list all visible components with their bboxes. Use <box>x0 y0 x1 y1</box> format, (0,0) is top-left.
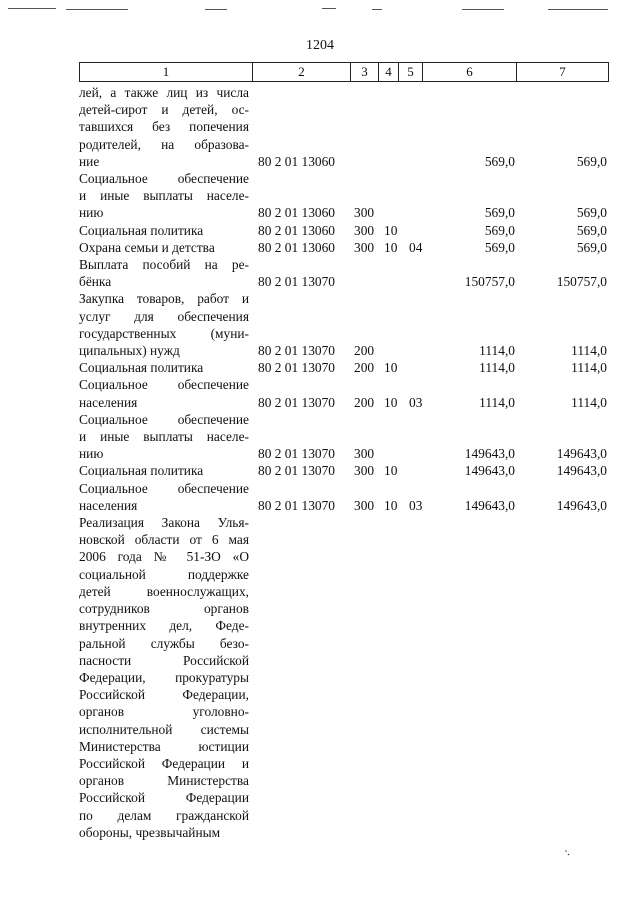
row-col-7: 569,0 <box>576 153 607 169</box>
row-col-6: 1114,0 <box>479 360 515 376</box>
row-col-6: 149643,0 <box>464 463 515 479</box>
row-col-7: 1114,0 <box>571 343 607 359</box>
row-col-3: 300 <box>354 205 375 221</box>
table-row <box>79 170 609 222</box>
row-name-line: органов уголовно- <box>79 704 249 720</box>
table-row <box>79 480 609 514</box>
row-col-3: 200 <box>354 394 375 410</box>
row-col-7: 1114,0 <box>571 394 607 410</box>
row-name-line: пасности Российской <box>79 652 249 668</box>
row-name-line: Закупка товаров, работ и <box>79 291 249 307</box>
row-code: 80 2 01 13060 <box>258 222 335 238</box>
row-name-line: государственных (муни- <box>79 325 249 341</box>
table-row <box>79 84 609 170</box>
row-name-line: внутренних дел, Феде- <box>79 618 249 634</box>
row-name-line: услуг для обеспечения <box>79 308 249 324</box>
table-row <box>79 376 609 410</box>
row-name-line: Социальное обеспечение <box>79 480 249 496</box>
row-name-line: нию <box>79 205 104 221</box>
header-col-3: 3 <box>350 63 378 81</box>
scan-artifacts <box>0 6 640 12</box>
table-row <box>79 411 609 463</box>
row-name <box>79 256 249 290</box>
row-name <box>79 514 249 841</box>
header-col-1: 1 <box>162 64 170 79</box>
row-col-7: 569,0 <box>576 222 607 238</box>
row-col-4: 10 <box>384 463 398 479</box>
row-name-line: и иные выплаты населе- <box>79 188 249 204</box>
table-row <box>79 222 609 239</box>
page-number: 1204 <box>306 38 334 53</box>
row-name <box>79 290 249 359</box>
row-name-line: тавшихся без попечения <box>79 119 249 135</box>
row-name-line: 2006 года № 51-ЗО «О <box>79 549 249 565</box>
row-name-line: Социальное обеспечение <box>79 377 249 393</box>
row-col-6: 1114,0 <box>479 343 515 359</box>
table-row <box>79 514 609 841</box>
row-col-7: 149643,0 <box>556 463 607 479</box>
table-row <box>79 462 609 479</box>
row-name-line: Реализация Закона Улья- <box>79 515 249 531</box>
row-name-line: Российской Федерации, <box>79 687 249 703</box>
header-col-7: 7 <box>516 63 608 81</box>
row-name <box>79 359 249 376</box>
row-name-line: Федерации, прокуратуры <box>79 669 249 685</box>
row-name-line: Российской Федерации <box>79 790 249 806</box>
row-col-4: 10 <box>384 497 398 513</box>
row-col-6: 569,0 <box>484 205 515 221</box>
row-name-line: Социальная политика <box>79 463 204 479</box>
row-code: 80 2 01 13060 <box>258 153 335 169</box>
row-col-4: 10 <box>384 394 398 410</box>
row-col-6: 569,0 <box>484 222 515 238</box>
row-name-line: Российской Федерации и <box>79 755 249 771</box>
row-col-7: 569,0 <box>576 239 607 255</box>
row-name-line: лей, а также лиц из числа <box>79 85 249 100</box>
row-code: 80 2 01 13070 <box>258 274 335 290</box>
header-col-5: 5 <box>398 63 422 81</box>
row-col-6: 569,0 <box>484 153 515 169</box>
row-name <box>79 411 249 463</box>
row-col-6: 149643,0 <box>464 497 515 513</box>
row-name-line: Социальное обеспечение <box>79 171 249 187</box>
row-col-5: 04 <box>409 239 423 255</box>
row-col-3: 300 <box>354 463 375 479</box>
row-col-3: 300 <box>354 446 375 462</box>
row-col-7: 150757,0 <box>556 274 607 290</box>
row-col-7: 149643,0 <box>556 446 607 462</box>
row-name-line: детей военнослужащих, <box>79 583 249 599</box>
row-name <box>79 84 249 170</box>
header-col-4: 4 <box>378 63 398 81</box>
row-col-7: 1114,0 <box>571 360 607 376</box>
table-row <box>79 239 609 256</box>
row-code: 80 2 01 13070 <box>258 394 335 410</box>
row-name-line: Социальная политика <box>79 222 204 238</box>
row-name-line: Социальное обеспечение <box>79 411 249 427</box>
row-col-3: 300 <box>354 222 375 238</box>
row-name-line: и иные выплаты населе- <box>79 429 249 445</box>
row-col-3: 200 <box>354 360 375 376</box>
row-name <box>79 480 249 514</box>
row-col-5: 03 <box>409 497 423 513</box>
row-code: 80 2 01 13070 <box>258 343 335 359</box>
row-col-4: 10 <box>384 239 398 255</box>
table-row <box>79 290 609 359</box>
row-name-line: ципальных) нужд <box>79 343 180 359</box>
row-col-7: 569,0 <box>576 205 607 221</box>
row-name-line: родителей, на образова- <box>79 136 249 152</box>
table-body <box>79 84 609 841</box>
row-col-4: 10 <box>384 222 398 238</box>
row-name <box>79 239 249 256</box>
row-code: 80 2 01 13070 <box>258 360 335 376</box>
row-name <box>79 170 249 222</box>
row-name-line: Министерства юстиции <box>79 738 249 754</box>
row-name-line: бёнка <box>79 274 112 290</box>
header-col-2: 2 <box>252 63 350 81</box>
row-code: 80 2 01 13070 <box>258 446 335 462</box>
row-name-line: детей-сирот и детей, ос- <box>79 102 249 118</box>
row-code: 80 2 01 13060 <box>258 205 335 221</box>
row-name-line: социальной поддержке <box>79 566 249 582</box>
row-name-line: населения <box>79 394 138 410</box>
row-col-6: 149643,0 <box>464 446 515 462</box>
table-header <box>79 62 609 82</box>
row-name-line: нию <box>79 446 104 462</box>
scan-speck <box>565 850 570 856</box>
row-name-line: населения <box>79 497 138 513</box>
row-col-5: 03 <box>409 394 423 410</box>
row-col-6: 150757,0 <box>464 274 515 290</box>
row-col-3: 200 <box>354 343 375 359</box>
row-col-6: 1114,0 <box>479 394 515 410</box>
row-name-line: сотрудников органов <box>79 601 249 617</box>
row-name <box>79 376 249 410</box>
row-name <box>79 462 249 479</box>
row-name-line: по делам гражданской <box>79 807 249 823</box>
row-name-line: Выплата пособий на ре- <box>79 257 249 273</box>
row-code: 80 2 01 13070 <box>258 463 335 479</box>
table-row <box>79 359 609 376</box>
row-name-line: органов Министерства <box>79 773 249 789</box>
header-col-6: 6 <box>422 63 516 81</box>
row-col-3: 300 <box>354 497 375 513</box>
row-name-line: новской области от 6 мая <box>79 532 249 548</box>
row-col-3: 300 <box>354 239 375 255</box>
row-name-line: исполнительной системы <box>79 721 249 737</box>
row-name-line: Охрана семьи и детства <box>79 239 215 255</box>
row-code: 80 2 01 13070 <box>258 497 335 513</box>
row-code: 80 2 01 13060 <box>258 239 335 255</box>
row-name-line: обороны, чрезвычайным <box>79 824 221 840</box>
row-col-7: 149643,0 <box>556 497 607 513</box>
row-name-line: ральной службы безо- <box>79 635 249 651</box>
row-name-line: ние <box>79 153 100 169</box>
row-name-line: Социальная политика <box>79 360 204 376</box>
row-col-6: 569,0 <box>484 239 515 255</box>
table-row <box>79 256 609 290</box>
row-name <box>79 222 249 239</box>
row-col-4: 10 <box>384 360 398 376</box>
